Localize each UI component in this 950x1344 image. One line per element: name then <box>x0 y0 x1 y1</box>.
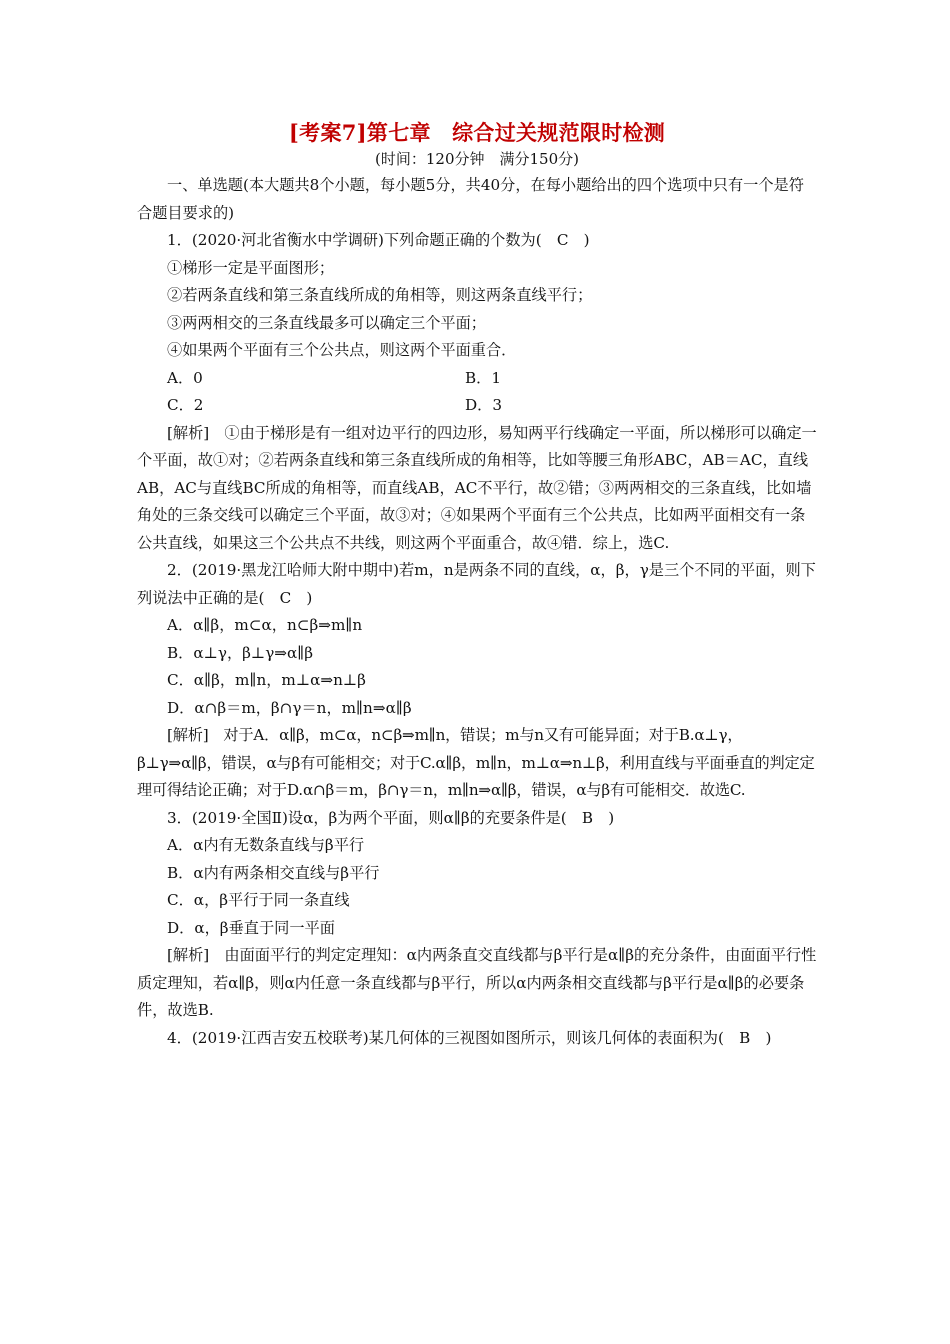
question-1-option-a: A．0 <box>167 368 203 387</box>
question-2-option-b: B．α⊥γ，β⊥γ⇒α∥β <box>167 643 314 662</box>
question-3-stem: 3．(2019·全国Ⅱ)设α，β为两个平面，则α∥β的充要条件是( B ) <box>167 808 615 827</box>
question-1-item-4: ④如果两个平面有三个公共点，则这两个平面重合． <box>167 341 517 359</box>
question-1-options-row-1 <box>137 365 817 393</box>
question-1-option-d: D．3 <box>465 396 503 414</box>
document-page <box>137 118 817 1052</box>
question-1-item-3: ③两两相交的三条直线最多可以确定三个平面； <box>167 313 486 332</box>
question-1-option-b: B．1 <box>465 368 502 387</box>
question-1-option-c: C．2 <box>167 396 204 414</box>
question-1-item-1: ①梯形一定是平面图形； <box>167 258 335 277</box>
question-4-stem: 4．(2019·江西吉安五校联考)某几何体的三视图如图所示，则该几何体的表面积为( B ) <box>167 1028 772 1047</box>
question-2-analysis: [解析] 对于A．α∥β，m⊂α，n⊂β⇒m∥n，错误；m与n又有可能异面；对于B.α⊥γ，β⊥γ⇒α∥β，错误，α与β有可能相交；对于C.α∥β，m∥n，m⊥α⇒n⊥β，利用直线与平面垂直的判定定理可得结论正确；对于D.α∩β＝m，β∩γ＝n，m∥n⇒α∥β，错误，α与β有可能相交．故选C. <box>137 726 815 799</box>
question-3-option-c: C．α，β平行于同一条直线 <box>167 891 350 909</box>
page-title: [考案7]第七章 综合过关规范限时检测 <box>288 120 666 145</box>
question-1-item-2: ②若两条直线和第三条直线所成的角相等，则这两条直线平行； <box>167 286 593 304</box>
question-3-option-a: A．α内有无数条直线与β平行 <box>167 836 365 854</box>
section-intro: 一、单选题(本大题共8个小题，每小题5分，共40分，在每小题给出的四个选项中只有一个是符合题目要求的) <box>137 176 804 222</box>
question-3-option-b: B．α内有两条相交直线与β平行 <box>167 863 380 882</box>
question-1-stem: 1．(2020·河北省衡水中学调研)下列命题正确的个数为( C ) <box>167 231 590 249</box>
question-2-option-a: A．α∥β，m⊂α，n⊂β⇒m∥n <box>167 616 363 634</box>
question-2-stem: 2．(2019·黑龙江哈师大附中期中)若m，n是两条不同的直线，α，β，γ是三个不同的平面，则下列说法中正确的是( C ) <box>137 561 816 607</box>
question-1-analysis: [解析] ①由于梯形是有一组对边平行的四边形，易知两平行线确定一平面，所以梯形可以确定一个平面，故①对；②若两条直线和第三条直线所成的角相等，比如等腰三角形ABC，AB＝AC，直线AB，AC与直线BC所成的角相等，而直线AB，AC不平行，故②错；③两两相交的三条直线，比如墙角处的三条交线可以确定三个平面，故③对；④如果两个平面有三个公共点，比如两平面相交有一条公共直线，如果这三个公共点不共线，则这两个平面重合，故④错．综上，选C. <box>137 423 817 552</box>
question-1-options-row-2 <box>137 392 817 420</box>
question-3-option-d: D．α，β垂直于同一平面 <box>167 918 335 937</box>
question-2-option-c: C．α∥β，m∥n，m⊥α⇒n⊥β <box>167 671 366 689</box>
exam-time-info: (时间：120分钟 满分150分) <box>375 150 579 168</box>
question-2-option-d: D．α∩β＝m，β∩γ＝n，m∥n⇒α∥β <box>167 698 412 717</box>
question-3-analysis: [解析] 由面面平行的判定定理知：α内两条直交直线都与β平行是α∥β的充分条件，由面面平行性质定理知，若α∥β，则α内任意一条直线都与β平行，所以α内两条相交直线都与β平行是α∥β的必要条件，故选B. <box>137 946 817 1019</box>
